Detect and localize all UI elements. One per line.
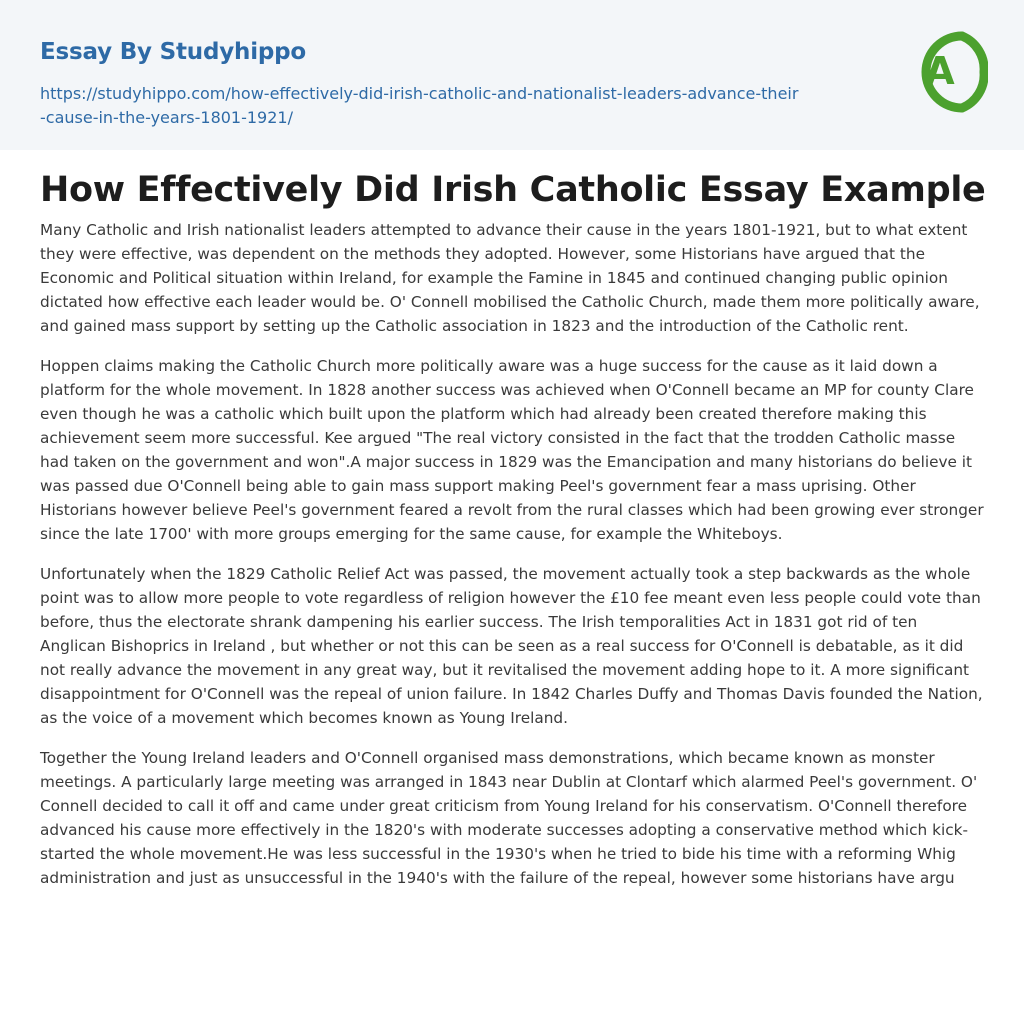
- brand-title[interactable]: Essay By Studyhippo: [40, 39, 307, 65]
- paragraph-4: Together the Young Ireland leaders and O'Connell organised mass demonstrations, which became known as monster meetings. A particularly large meeting was arranged in 1843 near Dublin at Clontarf which alarmed Peel's government. O' Connell decided to call it off and came under great criticism from Young Ireland for his conservatism. O'Connell therefore advanced his cause more effectively in the 1820's with moderate successes adopting a conservative method which kick-started the whole movement.He was less successful in the 1930's when he tried to bide his time with a reforming Whig administration and just as unsuccessful in the 1940's with the failure of the repeal, however some historians have argu: [40, 749, 978, 887]
- paragraph-1: Many Catholic and Irish nationalist leaders attempted to advance their cause in the years 1801-1921, but to what extent they were effective, was dependent on the methods they adopted. However, some Historians have argued that the Economic and Political situation within Ireland, for example the Famine in 1845 and continued changing public opinion dictated how effective each leader would be. O' Connell mobilised the Catholic Church, made them more politically aware, and gained mass support by setting up the Catholic association in 1823 and the introduction of the Catholic rent.: [40, 221, 980, 335]
- article: [0, 150, 1024, 890]
- page-title: How Effectively Did Irish Catholic Essay Example: [40, 170, 986, 210]
- source-url-link[interactable]: https://studyhippo.com/how-effectively-did-irish-catholic-and-nationalist-leaders-advance-their-cause-in-the-years-1801-1921/: [40, 84, 799, 127]
- studyhippo-logo-icon[interactable]: [904, 28, 988, 116]
- logo-letter: A: [925, 49, 955, 93]
- site-header: [0, 0, 1024, 150]
- paragraph-2: Hoppen claims making the Catholic Church more politically aware was a huge success for the cause as it laid down a platform for the whole movement. In 1828 another success was achieved when O'Connell became an MP for county Clare even though he was a catholic which built upon the platform which had already been created therefore making this achievement seem more successful. Kee argued "The real victory consisted in the fact that the trodden Catholic masse had taken on the government and won".A major success in 1829 was the Emancipation and many historians do believe it was passed due O'Connell being able to gain mass support making Peel's government fear a mass uprising. Other Historians however believe Peel's government feared a revolt from the rural classes which had been growing ever stronger since the late 1700' with more groups emerging for the same cause, for example the Whiteboys.: [40, 357, 984, 543]
- paragraph-3: Unfortunately when the 1829 Catholic Relief Act was passed, the movement actually took a step backwards as the whole point was to allow more people to vote regardless of religion however the £10 fee meant even less people could vote than before, thus the electorate shrank dampening his earlier success. The Irish temporalities Act in 1831 got rid of ten Anglican Bishoprics in Ireland , but whether or not this can be seen as a real success for O'Connell is debatable, as it did not really advance the movement in any great way, but it revitalised the movement adding hope to it. A more significant disappointment for O'Connell was the repeal of union failure. In 1842 Charles Duffy and Thomas Davis founded the Nation, as the voice of a movement which becomes known as Young Ireland.: [40, 565, 983, 727]
